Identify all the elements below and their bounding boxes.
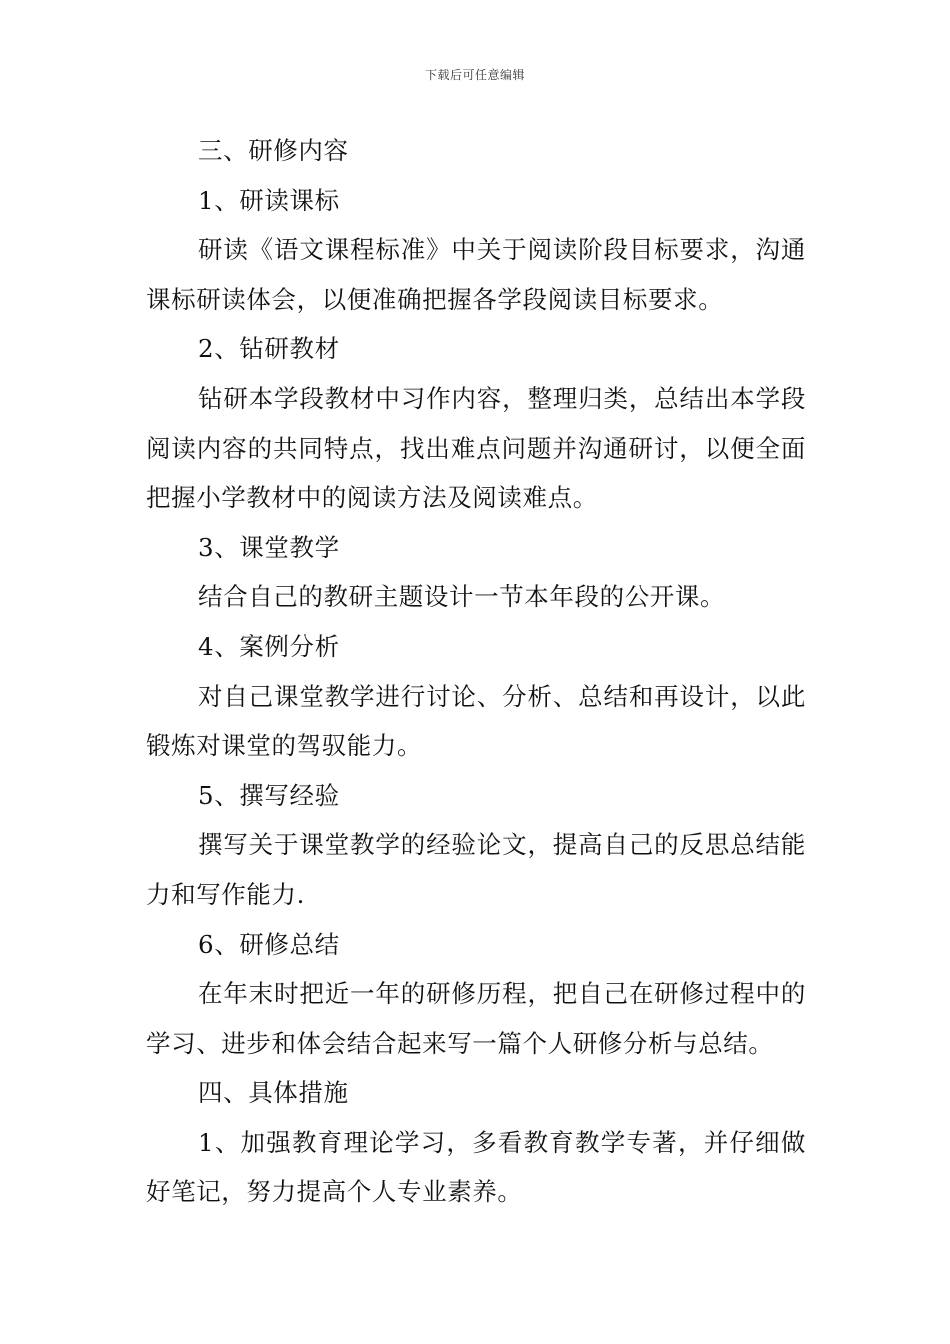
item-heading-classroom-teaching: 3、课堂教学 (198, 532, 340, 562)
item-heading-study-standards: 1、研读课标 (198, 185, 340, 215)
paragraph-study-standards: 研读《语文课程标准》中关于阅读阶段目标要求，沟通课标研读体会，以便准确把握各学段阅读目标要求。 (146, 235, 806, 314)
item-heading-write-experience: 5、撰写经验 (198, 780, 340, 810)
item-heading-case-analysis: 4、案例分析 (198, 631, 340, 661)
document-body (146, 126, 806, 1217)
paragraph-measure-1: 1、加强教育理论学习，多看教育教学专著，并仔细做好笔记，努力提高个人专业素养。 (146, 1127, 806, 1207)
paragraph-research-summary: 在年末时把近一年的研修历程，把自己在研修过程中的学习、进步和体会结合起来写一篇个人研修分析与总结。 (146, 979, 806, 1058)
item-heading-study-textbooks: 2、钻研教材 (198, 334, 340, 364)
paragraph-case-analysis: 对自己课堂教学进行讨论、分析、总结和再设计，以此锻炼对课堂的驾驭能力。 (146, 681, 806, 761)
section-heading-research-content: 三、研修内容 (198, 136, 349, 165)
paragraph-classroom-teaching: 结合自己的教研主题设计一节本年段的公开课。 (198, 582, 726, 612)
item-heading-research-summary: 6、研修总结 (198, 929, 340, 959)
header-note: 下载后可任意编辑 (424, 68, 525, 82)
paragraph-write-experience: 撰写关于课堂教学的经验论文，提高自己的反思总结能力和写作能力. (146, 830, 806, 909)
section-heading-specific-measures: 四、具体措施 (198, 1078, 349, 1108)
paragraph-study-textbooks: 钻研本学段教材中习作内容，整理归类，总结出本学段阅读内容的共同特点，找出难点问题并沟通研讨，以便全面把握小学教材中的阅读方法及阅读难点。 (146, 383, 806, 513)
